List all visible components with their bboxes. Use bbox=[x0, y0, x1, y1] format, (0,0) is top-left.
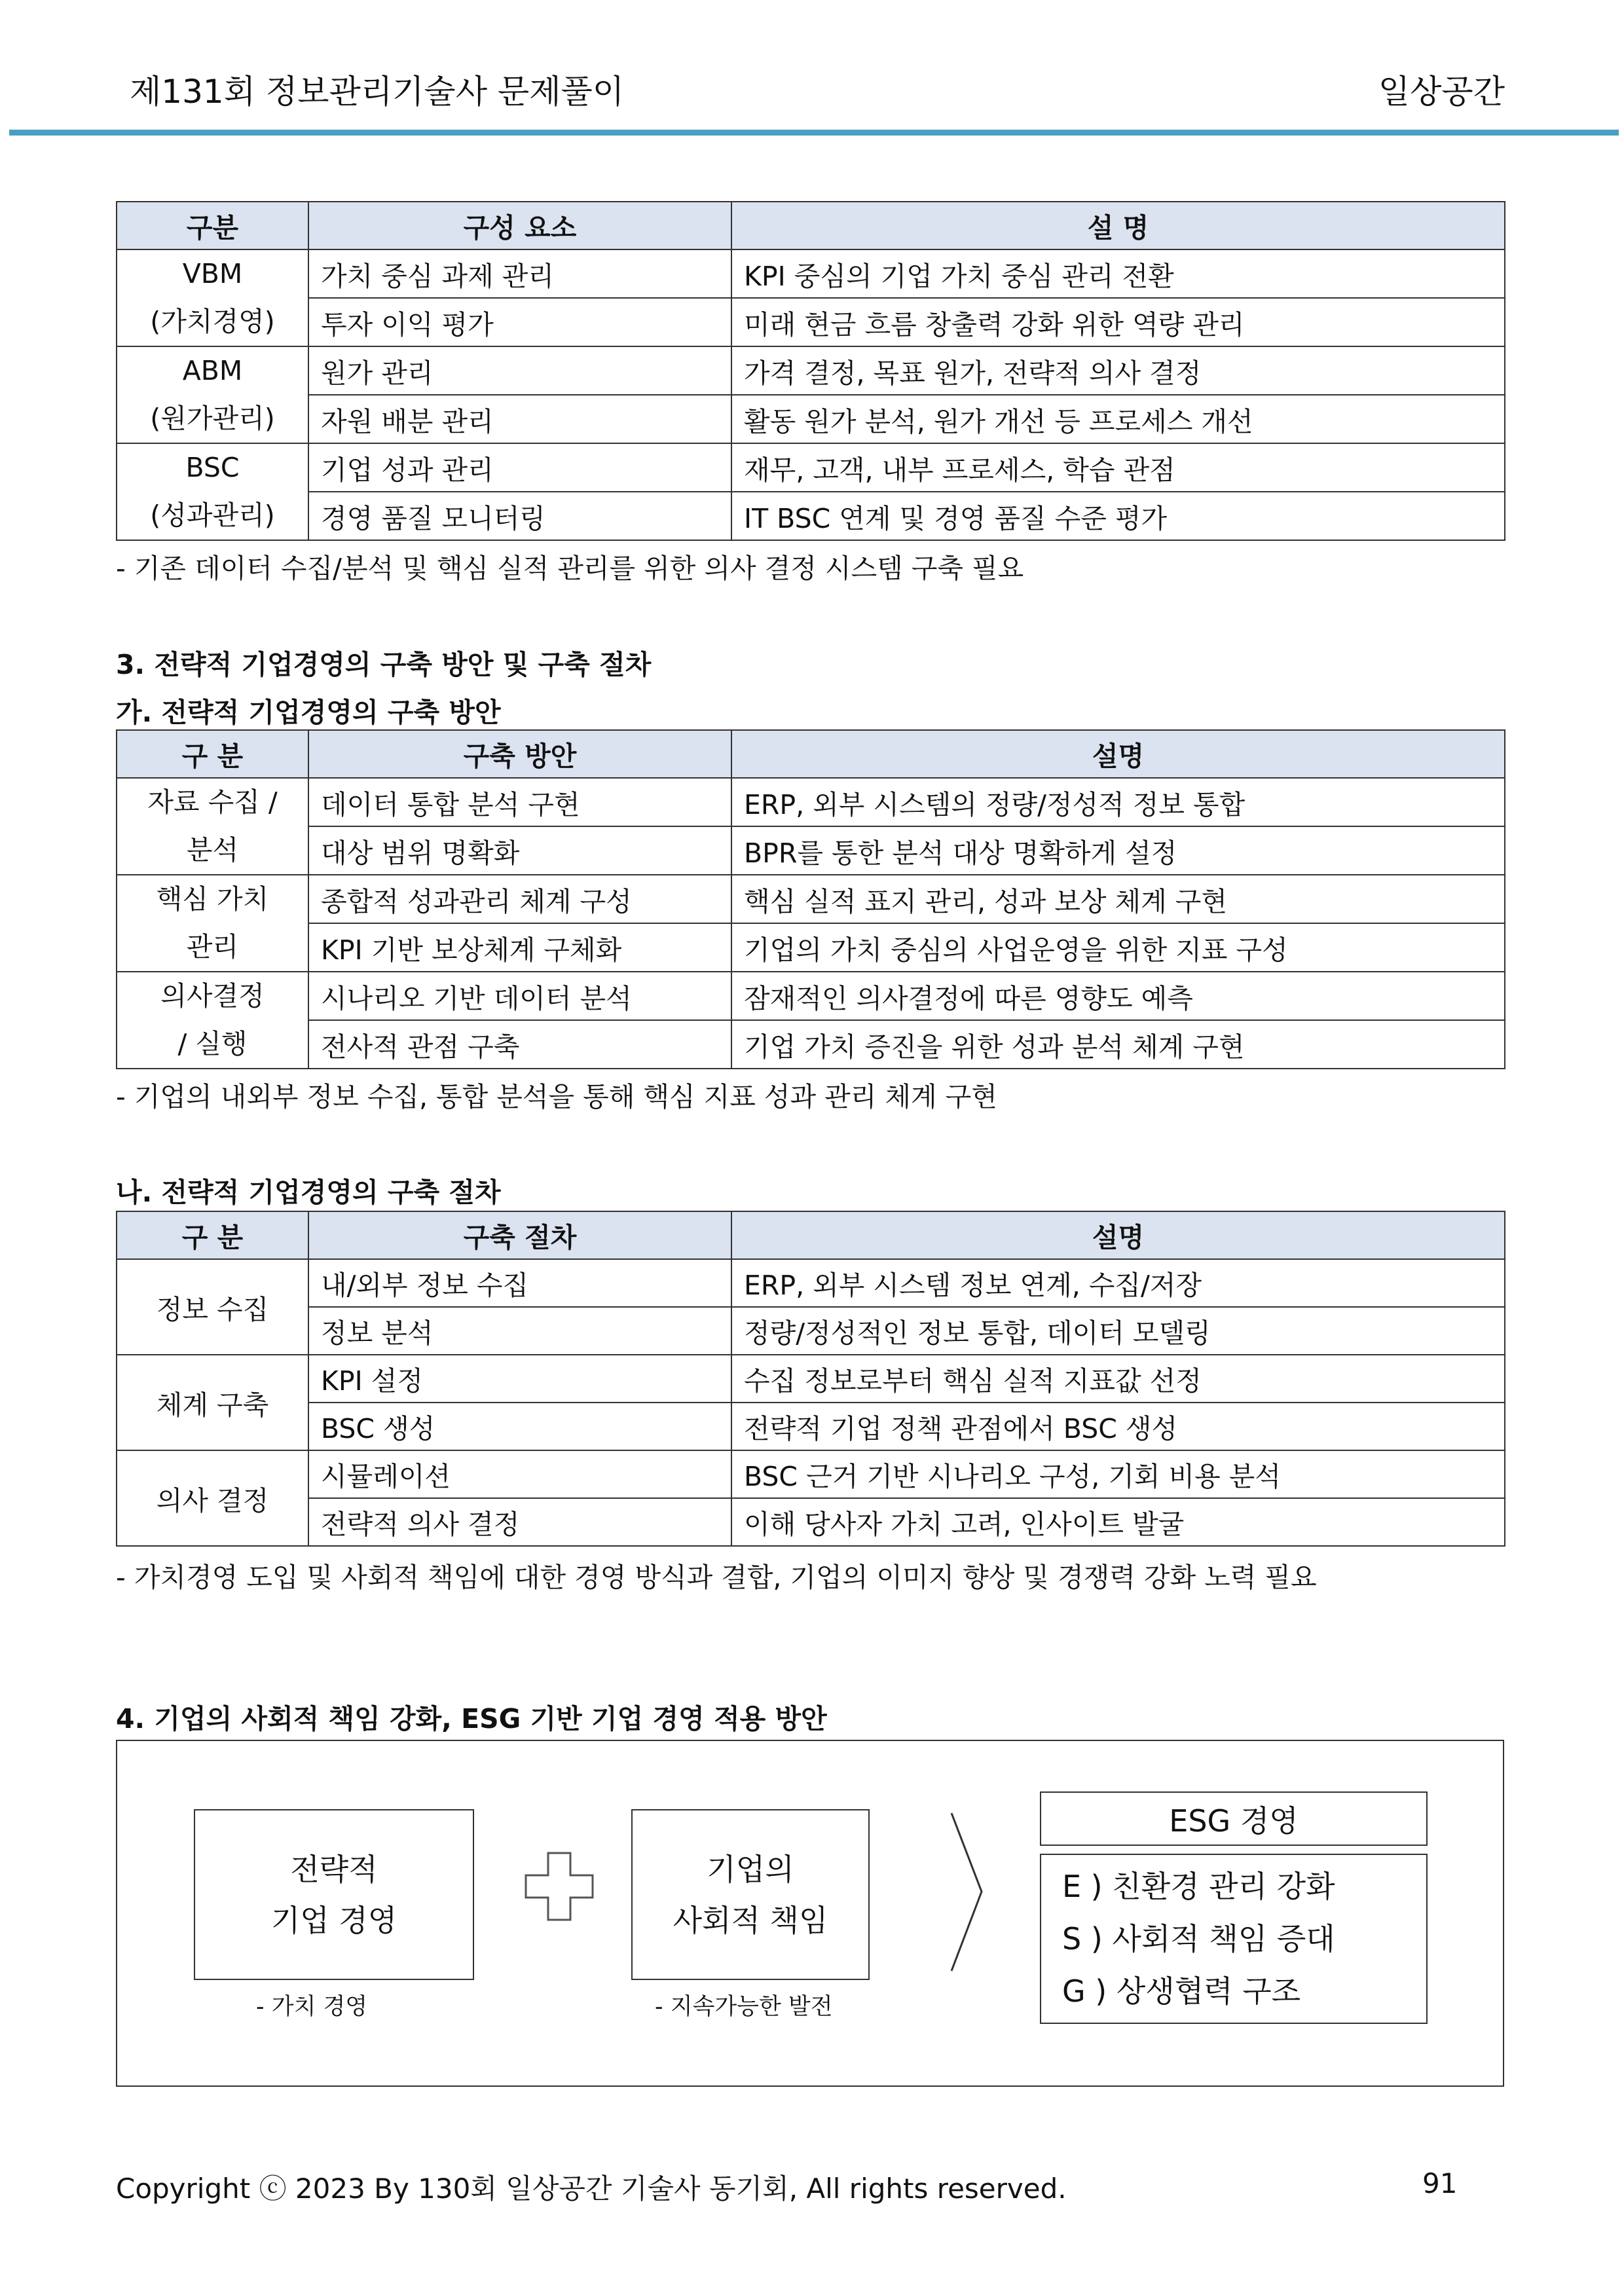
plan-cell: 데이터 통합 분석 구현 bbox=[308, 778, 731, 826]
header-cell: 구 분 bbox=[117, 1211, 308, 1259]
table-row bbox=[117, 875, 1505, 923]
table-build-procedure bbox=[116, 1211, 1505, 1547]
brand-name: 일상공간 bbox=[1378, 73, 1505, 111]
table-row bbox=[117, 1498, 1505, 1546]
esg-item-s: S ) 사회적 책임 증대 bbox=[1062, 1921, 1335, 1956]
box1-caption: - 가치 경영 bbox=[256, 1994, 368, 2020]
header-cell: 구분 bbox=[117, 202, 308, 249]
table-row bbox=[117, 923, 1505, 972]
esg-items-box bbox=[1040, 1854, 1428, 2024]
document-title: 제131회 정보관리기술사 문제풀이 bbox=[130, 73, 625, 111]
table-management-components bbox=[116, 201, 1505, 541]
box2-caption: - 지속가능한 발전 bbox=[655, 1994, 833, 2020]
component-cell: 기업 성과 관리 bbox=[308, 443, 731, 492]
table-row bbox=[117, 1020, 1505, 1069]
header-cell: 구 분 bbox=[117, 730, 308, 778]
component-cell: 원가 관리 bbox=[308, 346, 731, 395]
plan-cell: 대상 범위 명확화 bbox=[308, 826, 731, 875]
description-cell: 핵심 실적 표지 관리, 성과 보상 체계 구현 bbox=[731, 875, 1505, 923]
table-row bbox=[117, 249, 1505, 298]
procedure-cell: 전략적 의사 결정 bbox=[308, 1498, 731, 1546]
category-cell: BSC (성과관리) bbox=[117, 443, 308, 540]
table1-note: - 기존 데이터 수집/분석 및 핵심 실적 관리를 위한 의사 결정 시스템 구축 필요 bbox=[116, 553, 1024, 584]
table-row bbox=[117, 492, 1505, 540]
description-cell: 활동 원가 분석, 원가 개선 등 프로세스 개선 bbox=[731, 395, 1505, 443]
header-cell: 구축 방안 bbox=[308, 730, 731, 778]
description-cell: KPI 중심의 기업 가치 중심 관리 전환 bbox=[731, 249, 1505, 298]
procedure-cell: 내/외부 정보 수집 bbox=[308, 1259, 731, 1307]
section3a-title: 가. 전략적 기업경영의 구축 방안 bbox=[116, 697, 501, 728]
copyright-text: Copyright ⓒ 2023 By 130회 일상공간 기술사 동기회, All rights reserved. bbox=[116, 2173, 1067, 2205]
category-cell: 의사결정 / 실행 bbox=[117, 972, 308, 1069]
description-cell: 기업 가치 증진을 위한 성과 분석 체계 구현 bbox=[731, 1020, 1505, 1069]
esg-title-box: ESG 경영 bbox=[1040, 1791, 1428, 1846]
page-number: 91 bbox=[1422, 2167, 1458, 2199]
table-header-row bbox=[117, 1211, 1505, 1259]
description-cell: ERP, 외부 시스템의 정량/정성적 정보 통합 bbox=[731, 778, 1505, 826]
plan-cell: KPI 기반 보상체계 구체화 bbox=[308, 923, 731, 972]
component-cell: 투자 이익 평가 bbox=[308, 298, 731, 346]
social-responsibility-box: 기업의 사회적 책임 bbox=[631, 1809, 870, 1980]
component-cell: 가치 중심 과제 관리 bbox=[308, 249, 731, 298]
description-cell: BPR를 통한 분석 대상 명확하게 설정 bbox=[731, 826, 1505, 875]
header-cell: 구성 요소 bbox=[308, 202, 731, 249]
description-cell: 잠재적인 의사결정에 따른 영향도 예측 bbox=[731, 972, 1505, 1020]
category-cell: 자료 수집 / 분석 bbox=[117, 778, 308, 875]
table2-note: - 기업의 내외부 정보 수집, 통합 분석을 통해 핵심 지표 성과 관리 체계 구현 bbox=[116, 1081, 997, 1112]
table3-note: - 가치경영 도입 및 사회적 책임에 대한 경영 방식과 결합, 기업의 이미지 향상 및 경쟁력 강화 노력 필요 bbox=[116, 1562, 1317, 1593]
plan-cell: 종합적 성과관리 체계 구성 bbox=[308, 875, 731, 923]
procedure-cell: BSC 생성 bbox=[308, 1403, 731, 1450]
table-row bbox=[117, 1355, 1505, 1403]
table-row bbox=[117, 972, 1505, 1020]
table-row bbox=[117, 346, 1505, 395]
plus-icon bbox=[523, 1850, 595, 1922]
component-cell: 경영 품질 모니터링 bbox=[308, 492, 731, 540]
esg-item-g: G ) 상생협력 구조 bbox=[1062, 1974, 1301, 2009]
category-cell: 체계 구축 bbox=[117, 1355, 308, 1450]
header-cell: 설 명 bbox=[731, 202, 1505, 249]
table-row bbox=[117, 298, 1505, 346]
description-cell: 수집 정보로부터 핵심 실적 지표값 선정 bbox=[731, 1355, 1505, 1403]
table-row bbox=[117, 443, 1505, 492]
table-row bbox=[117, 1259, 1505, 1307]
plan-cell: 시나리오 기반 데이터 분석 bbox=[308, 972, 731, 1020]
section3b-title: 나. 전략적 기업경영의 구축 절차 bbox=[116, 1177, 501, 1208]
plan-cell: 전사적 관점 구축 bbox=[308, 1020, 731, 1069]
description-cell: BSC 근거 기반 시나리오 구성, 기회 비용 분석 bbox=[731, 1450, 1505, 1498]
description-cell: 기업의 가치 중심의 사업운영을 위한 지표 구성 bbox=[731, 923, 1505, 972]
component-cell: 자원 배분 관리 bbox=[308, 395, 731, 443]
header-cell: 설명 bbox=[731, 1211, 1505, 1259]
table-row bbox=[117, 778, 1505, 826]
table-header-row bbox=[117, 730, 1505, 778]
arrow-right-icon bbox=[950, 1812, 984, 1972]
table-row bbox=[117, 826, 1505, 875]
description-cell: 전략적 기업 정책 관점에서 BSC 생성 bbox=[731, 1403, 1505, 1450]
esg-item-e: E ) 친환경 관리 강화 bbox=[1062, 1869, 1335, 1904]
category-cell: 정보 수집 bbox=[117, 1259, 308, 1355]
table-row bbox=[117, 1307, 1505, 1355]
description-cell: 이해 당사자 가치 고려, 인사이트 발굴 bbox=[731, 1498, 1505, 1546]
section3-title: 3. 전략적 기업경영의 구축 방안 및 구축 절차 bbox=[116, 649, 652, 680]
header-cell: 설명 bbox=[731, 730, 1505, 778]
category-cell: 핵심 가치 관리 bbox=[117, 875, 308, 972]
procedure-cell: 시뮬레이션 bbox=[308, 1450, 731, 1498]
description-cell: 재무, 고객, 내부 프로세스, 학습 관점 bbox=[731, 443, 1505, 492]
table-row bbox=[117, 1403, 1505, 1450]
description-cell: 미래 현금 흐름 창출력 강화 위한 역량 관리 bbox=[731, 298, 1505, 346]
description-cell: ERP, 외부 시스템 정보 연계, 수집/저장 bbox=[731, 1259, 1505, 1307]
category-cell: ABM (원가관리) bbox=[117, 346, 308, 443]
procedure-cell: KPI 설정 bbox=[308, 1355, 731, 1403]
table-row bbox=[117, 395, 1505, 443]
strategic-management-box: 전략적 기업 경영 bbox=[194, 1809, 474, 1980]
header-cell: 구축 절차 bbox=[308, 1211, 731, 1259]
esg-diagram bbox=[116, 1740, 1504, 2087]
category-cell: VBM (가치경영) bbox=[117, 249, 308, 346]
table-row bbox=[117, 1450, 1505, 1498]
table-build-plan bbox=[116, 729, 1505, 1069]
header-divider bbox=[9, 130, 1619, 136]
table-header-row bbox=[117, 202, 1505, 249]
section4-title: 4. 기업의 사회적 책임 강화, ESG 기반 기업 경영 적용 방안 bbox=[116, 1703, 827, 1735]
description-cell: 정량/정성적인 정보 통합, 데이터 모델링 bbox=[731, 1307, 1505, 1355]
category-cell: 의사 결정 bbox=[117, 1450, 308, 1546]
description-cell: IT BSC 연계 및 경영 품질 수준 평가 bbox=[731, 492, 1505, 540]
description-cell: 가격 결정, 목표 원가, 전략적 의사 결정 bbox=[731, 346, 1505, 395]
procedure-cell: 정보 분석 bbox=[308, 1307, 731, 1355]
